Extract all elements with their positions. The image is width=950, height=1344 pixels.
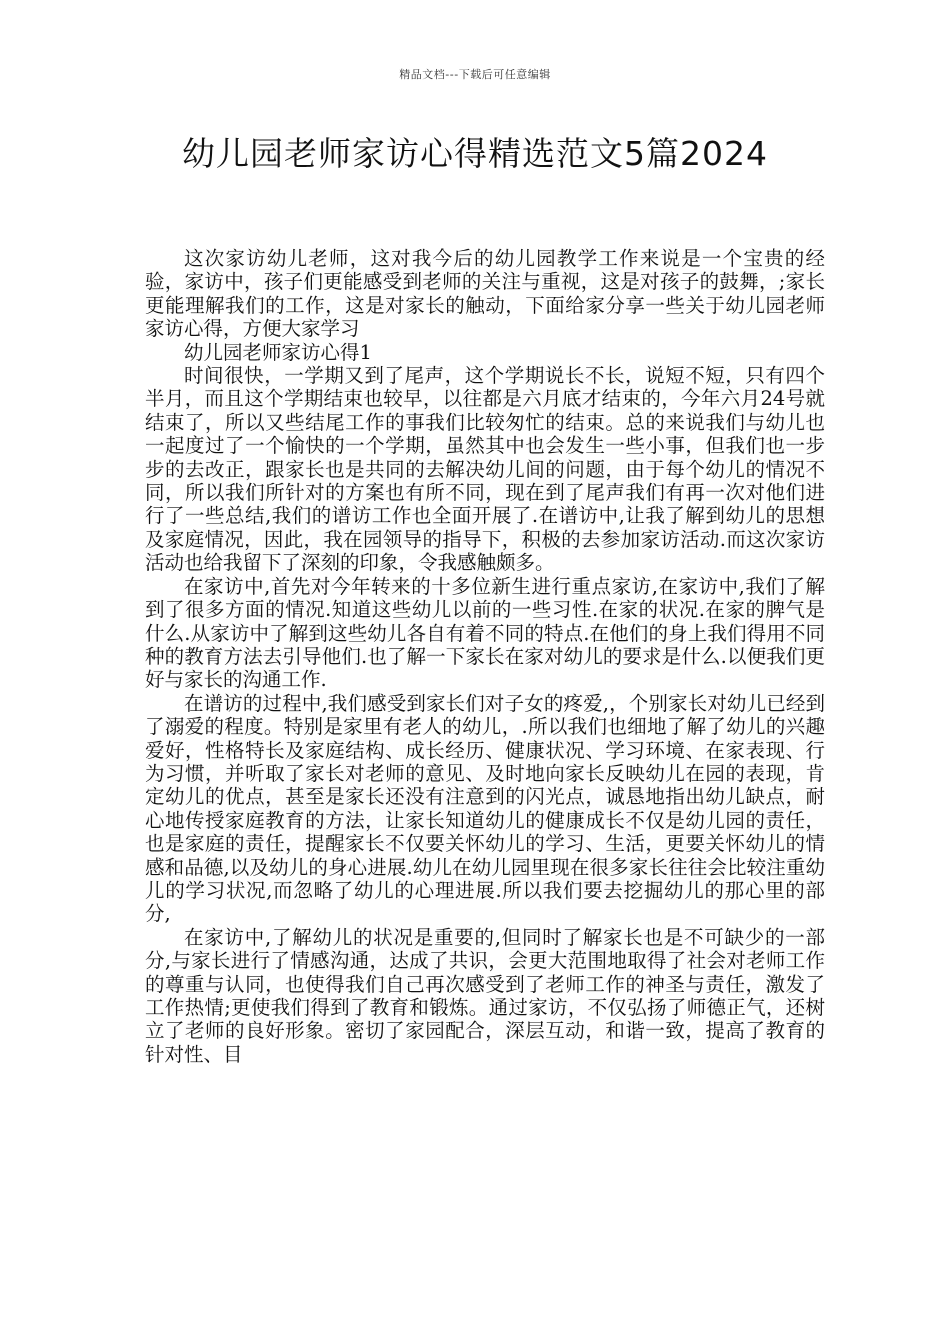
body-paragraph: 在家访中,了解幼儿的状况是重要的,但同时了解家长也是不可缺少的一部分,与家长进行了情感沟通，达成了共识，会更大范围地取得了社会对老师工作的尊重与认同，也使得我们自己再次感受到了老师工作的神圣与责任，激发了工作热情;更使我们得到了教育和锻炼。通过家访，不仅弘扬了师德正气，还树立了老师的良好形象。密切了家园配合，深层互动，和谐一致，提高了教育的针对性、目 [145,925,825,1066]
document-body [145,247,825,1066]
header-note: 精品文档---下载后可任意编辑 [399,68,551,81]
section-heading: 幼儿园老师家访心得1 [184,340,372,364]
body-paragraph: 在谱访的过程中,我们感受到家长们对子女的疼爱,，个别家长对幼儿已经到了溺爱的程度。特别是家里有老人的幼儿，.所以我们也细地了解了幼儿的兴趣爱好，性格特长及家庭结构、成长经历、健康状况、学习环境、在家表现、行为习惯，并听取了家长对老师的意见、及时地向家长反映幼儿在园的表现，肯定幼儿的优点，甚至是家长还没有注意到的闪光点，诚恳地指出幼儿缺点，耐心地传授家庭教育的方法，让家长知道幼儿的健康成长不仅是幼儿园的责任，也是家庭的责任，提醒家长不仅要关怀幼儿的学习、生活，更要关怀幼儿的情感和品德,以及幼儿的身心进展.幼儿在幼儿园里现在很多家长往往会比较注重幼儿的学习状况,而忽略了幼儿的心理进展.所以我们要去挖掘幼儿的那心里的部分, [145,691,825,926]
intro-paragraph: 这次家访幼儿老师，这对我今后的幼儿园教学工作来说是一个宝贵的经验，家访中，孩子们更能感受到老师的关注与重视，这是对孩子的鼓舞，;家长更能理解我们的工作，这是对家长的触动，下面给家分享一些关于幼儿园老师家访心得，方便大家学习 [145,247,825,341]
body-paragraph: 在家访中,首先对今年转来的十多位新生进行重点家访,在家访中,我们了解到了很多方面的情况.知道这些幼儿以前的一些习性.在家的状况.在家的脾气是什么.从家访中了解到这些幼儿各自有着不同的特点.在他们的身上我们得用不同种的教育方法去引导他们.也了解一下家长在家对幼儿的要求是什么.以便我们更好与家长的沟通工作. [145,574,825,692]
body-paragraph: 时间很快，一学期又到了尾声，这个学期说长不长，说短不短，只有四个半月，而且这个学期结束也较早，以往都是六月底才结束的，今年六月24号就结束了，所以又些结尾工作的事我们比较匆忙的结束。总的来说我们与幼儿也一起度过了一个愉快的一个学期，虽然其中也会发生一些小事，但我们也一步步的去改正，跟家长也是共同的去解决幼儿间的问题，由于每个幼儿的情况不同，所以我们所针对的方案也有所不同，现在到了尾声我们有再一次对他们进行了一些总结,我们的谱访工作也全面开展了.在谱访中,让我了解到幼儿的思想及家庭情况，因此，我在园领导的指导下，积极的去参加家访活动.而这次家访活动也给我留下了深刻的印象，令我感触颇多。 [145,364,825,575]
document-title: 幼儿园老师家访心得精选范文5篇2024 [182,134,768,173]
